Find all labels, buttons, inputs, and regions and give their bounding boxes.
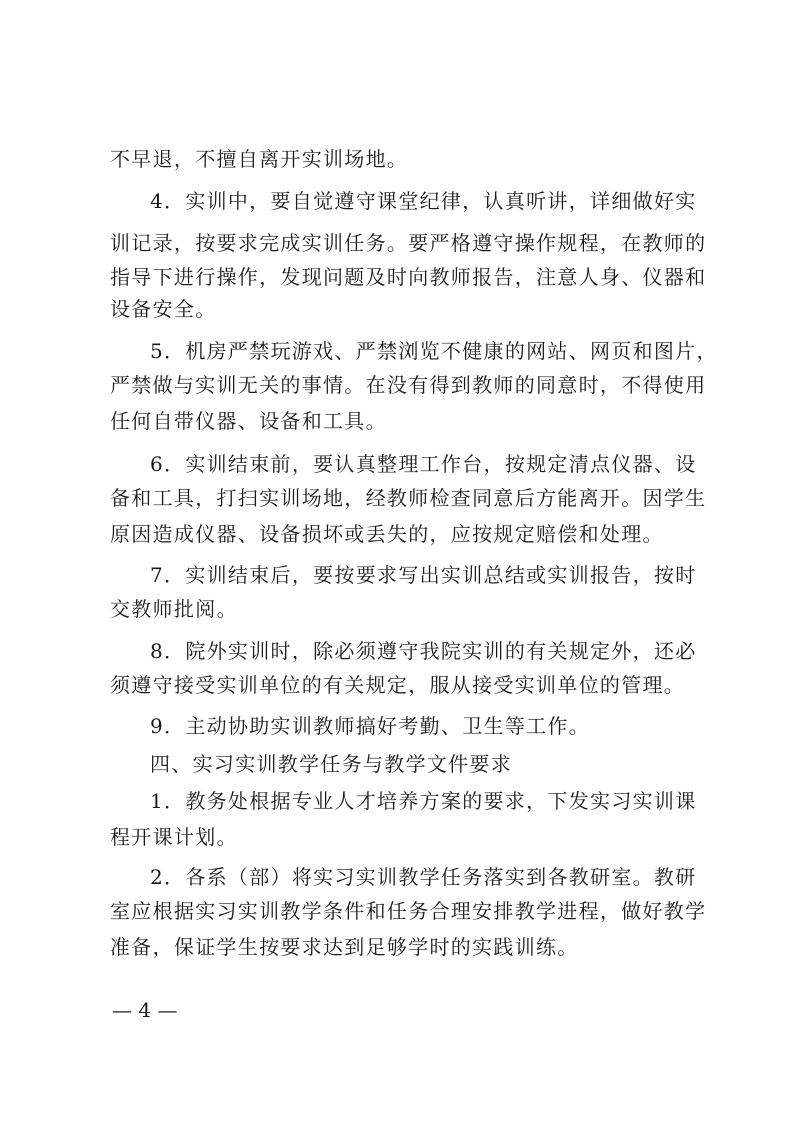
text-line: 2．各系（部）将实习实训教学任务落实到各教研室。教研 (150, 865, 697, 889)
section-heading: 四、实习实训教学任务与教学文件要求 (150, 752, 513, 776)
text-line: 指导下进行操作，发现问题及时向教师报告，注意人身、仪器和 (110, 265, 707, 289)
text-line: 原因造成仪器、设备损坏或丢失的，应按规定赔偿和处理。 (110, 522, 664, 546)
text-line: 交教师批阅。 (110, 597, 238, 621)
text-line: 9．主动协助实训教师搞好考勤、卫生等工作。 (150, 714, 591, 738)
text-line: 1．教务处根据专业人才培养方案的要求，下发实习实训课 (150, 789, 697, 813)
text-line: 严禁做与实训无关的事情。在没有得到教师的同意时，不得使用 (110, 373, 707, 397)
text-line: 设备安全。 (110, 297, 217, 321)
text-line: 4．实训中，要自觉遵守课堂纪律，认真听讲，详细做好实 (150, 189, 697, 213)
text-line: 5．机房严禁玩游戏、严禁浏览不健康的网站、网页和图片， (150, 339, 718, 363)
text-line: 7．实训结束后，要按要求写出实训总结或实训报告，按时 (150, 563, 697, 587)
text-line: 训记录，按要求完成实训任务。要严格遵守操作规程，在教师的 (110, 231, 707, 255)
text-line: 任何自带仪器、设备和工具。 (110, 409, 387, 433)
text-line: 不早退，不擅自离开实训场地。 (110, 147, 409, 171)
text-line: 须遵守接受实训单位的有关规定，服从接受实训单位的管理。 (110, 673, 686, 697)
text-line: 程开课计划。 (110, 825, 238, 849)
page-number: — 4 — (112, 998, 178, 1022)
text-line: 准备，保证学生按要求达到足够学时的实践训练。 (110, 935, 579, 959)
text-line: 室应根据实习实训教学条件和任务合理安排教学进程，做好教学 (110, 899, 707, 923)
text-line: 8．院外实训时，除必须遵守我院实训的有关规定外，还必 (150, 639, 697, 663)
text-line: 备和工具，打扫实训场地，经教师检查同意后方能离开。因学生 (110, 486, 707, 510)
text-line: 6．实训结束前，要认真整理工作台，按规定清点仪器、设 (150, 452, 697, 476)
